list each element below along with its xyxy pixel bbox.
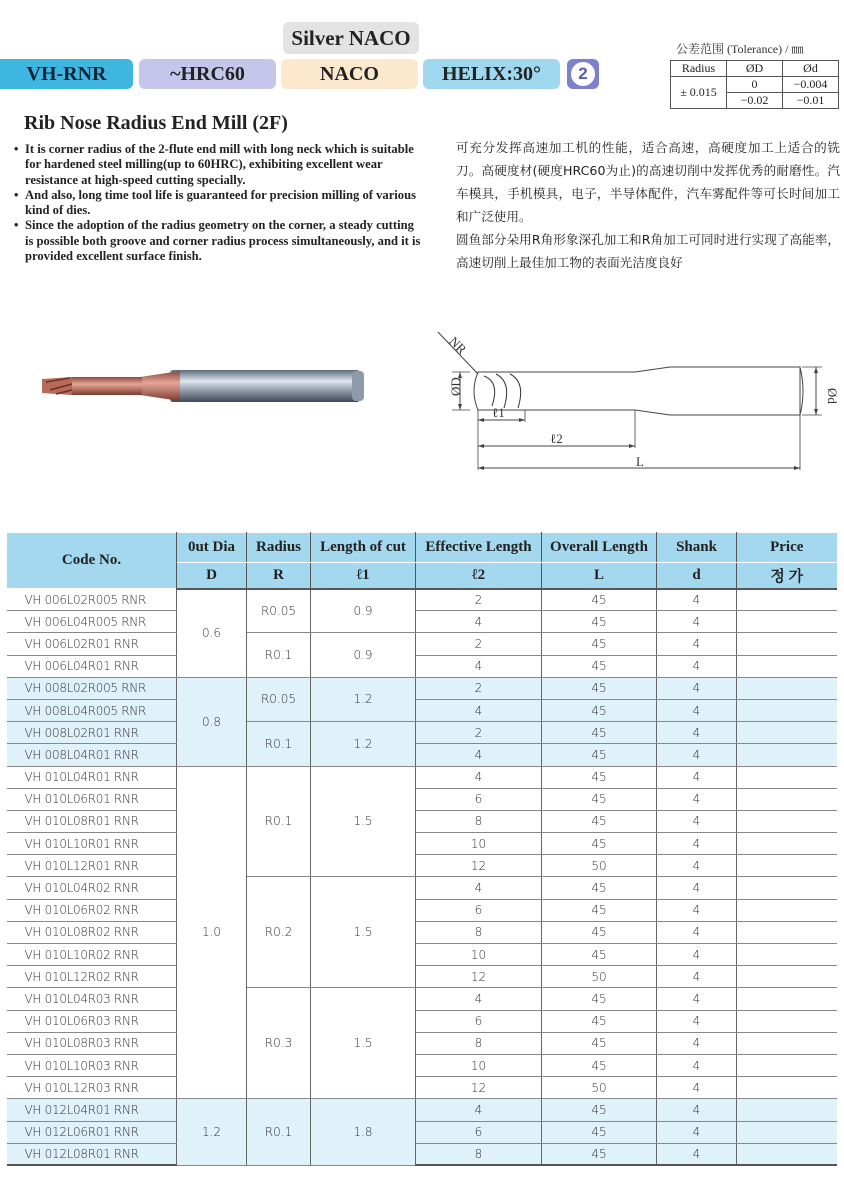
- radius-cell: R0.1: [247, 633, 311, 677]
- shank-cell: 4: [657, 1054, 737, 1076]
- table-row: [7, 855, 837, 877]
- code-cell: VH 010L10R03 RNR: [7, 1054, 177, 1076]
- overall-length-cell: 45: [542, 1010, 657, 1032]
- effective-length-cell: 2: [416, 677, 542, 699]
- overall-length-cell: 45: [542, 921, 657, 943]
- overall-length-cell: 45: [542, 744, 657, 766]
- table-row: [7, 655, 837, 677]
- sub-header-r: R: [247, 563, 311, 589]
- code-cell: VH 010L12R01 RNR: [7, 855, 177, 877]
- price-cell: [737, 1099, 837, 1121]
- cut-length-cell: 1.5: [311, 766, 416, 877]
- cut-length-cell: 1.2: [311, 722, 416, 766]
- tolerance-table: [670, 60, 839, 109]
- code-cell: VH 010L04R02 RNR: [7, 877, 177, 899]
- table-row: [7, 966, 837, 988]
- overall-length-cell: 45: [542, 1121, 657, 1143]
- tolerance-header: Radius: [671, 61, 727, 77]
- overall-length-cell: 45: [542, 766, 657, 788]
- overall-length-cell: 45: [542, 1032, 657, 1054]
- overall-length-cell: 45: [542, 877, 657, 899]
- effective-length-cell: 2: [416, 722, 542, 744]
- price-cell: [737, 633, 837, 655]
- price-cell: [737, 744, 837, 766]
- dia-cell: 0.6: [177, 589, 247, 678]
- col-header-shank: Shank: [657, 533, 737, 563]
- code-cell: VH 010L12R03 RNR: [7, 1077, 177, 1099]
- naco-badge: NACO: [281, 59, 418, 89]
- price-cell: [737, 788, 837, 810]
- effective-length-cell: 4: [416, 1099, 542, 1121]
- overall-length-cell: 50: [542, 966, 657, 988]
- dia-cell: 0.8: [177, 677, 247, 766]
- effective-length-cell: 6: [416, 899, 542, 921]
- tolerance-shank-lower: −0.01: [783, 93, 839, 109]
- table-row: [7, 1143, 837, 1165]
- overall-length-cell: 45: [542, 677, 657, 699]
- table-row: [7, 699, 837, 721]
- effective-length-cell: 4: [416, 988, 542, 1010]
- table-row: [7, 899, 837, 921]
- price-cell: [737, 655, 837, 677]
- effective-length-cell: 10: [416, 944, 542, 966]
- tolerance-radius: ± 0.015: [671, 77, 727, 109]
- price-cell: [737, 1010, 837, 1032]
- effective-length-cell: 4: [416, 744, 542, 766]
- code-cell: VH 012L06R01 RNR: [7, 1121, 177, 1143]
- overall-length-cell: 45: [542, 633, 657, 655]
- flute-count-badge: [567, 59, 599, 89]
- shank-cell: 4: [657, 921, 737, 943]
- shank-cell: 4: [657, 589, 737, 611]
- table-row: [7, 677, 837, 699]
- tolerance-d-upper: 0: [727, 77, 783, 93]
- price-cell: [737, 877, 837, 899]
- effective-length-cell: 12: [416, 855, 542, 877]
- table-row: [7, 1077, 837, 1099]
- shank-cell: 4: [657, 810, 737, 832]
- code-cell: VH 010L10R02 RNR: [7, 944, 177, 966]
- overall-length-cell: 45: [542, 944, 657, 966]
- sub-header-l2: ℓ2: [416, 563, 542, 589]
- overall-length-cell: 45: [542, 589, 657, 611]
- table-row: [7, 766, 837, 788]
- dia-cell: 1.2: [177, 1099, 247, 1166]
- d-outer-label: ØD: [448, 377, 463, 396]
- overall-length-cell: 45: [542, 899, 657, 921]
- table-row: [7, 722, 837, 744]
- code-cell: VH 012L08R01 RNR: [7, 1143, 177, 1165]
- overall-length-cell: 45: [542, 655, 657, 677]
- shank-cell: 4: [657, 722, 737, 744]
- effective-length-cell: 8: [416, 1032, 542, 1054]
- shank-cell: 4: [657, 899, 737, 921]
- shank-cell: 4: [657, 855, 737, 877]
- effective-length-cell: 4: [416, 877, 542, 899]
- l2-label: ℓ2: [550, 431, 563, 446]
- table-row: [7, 1099, 837, 1121]
- code-cell: VH 010L04R01 RNR: [7, 766, 177, 788]
- shank-cell: 4: [657, 1143, 737, 1165]
- price-cell: [737, 699, 837, 721]
- cut-length-cell: 0.9: [311, 589, 416, 633]
- feature-list: [14, 142, 424, 264]
- table-row: [7, 1054, 837, 1076]
- table-row: [7, 611, 837, 633]
- price-cell: [737, 899, 837, 921]
- tolerance-header: ØD: [727, 61, 783, 77]
- effective-length-cell: 10: [416, 833, 542, 855]
- shank-cell: 4: [657, 877, 737, 899]
- hardness-badge: ~HRC60: [139, 59, 276, 89]
- overall-length-cell: 45: [542, 788, 657, 810]
- shank-cell: 4: [657, 1099, 737, 1121]
- sub-header-l1: ℓ1: [311, 563, 416, 589]
- effective-length-cell: 8: [416, 810, 542, 832]
- nr-label: NR: [446, 333, 470, 357]
- table-row: [7, 988, 837, 1010]
- table-row: [7, 921, 837, 943]
- shank-cell: 4: [657, 833, 737, 855]
- overall-length-cell: 45: [542, 810, 657, 832]
- code-cell: VH 010L08R02 RNR: [7, 921, 177, 943]
- overall-length-cell: 45: [542, 699, 657, 721]
- price-cell: [737, 944, 837, 966]
- price-cell: [737, 1143, 837, 1165]
- table-row: [7, 744, 837, 766]
- code-cell: VH 008L04R01 RNR: [7, 744, 177, 766]
- shank-cell: 4: [657, 655, 737, 677]
- tolerance-title: 公差范围 (Tolerance) / ㎜: [676, 42, 804, 56]
- effective-length-cell: 6: [416, 1121, 542, 1143]
- table-row: [7, 589, 837, 611]
- shank-cell: 4: [657, 677, 737, 699]
- effective-length-cell: 6: [416, 1010, 542, 1032]
- code-cell: VH 006L02R005 RNR: [7, 589, 177, 611]
- shank-cell: 4: [657, 766, 737, 788]
- effective-length-cell: 4: [416, 655, 542, 677]
- sub-header-l: L: [542, 563, 657, 589]
- feature-item: • And also, long time tool life is guaranteed for precision milling of various kind of dies.: [14, 188, 424, 219]
- col-header-dia: 0ut Dia: [177, 533, 247, 563]
- d-shank-label: Ød: [825, 388, 840, 404]
- effective-length-cell: 12: [416, 1077, 542, 1099]
- price-cell: [737, 966, 837, 988]
- shank-cell: 4: [657, 944, 737, 966]
- radius-cell: R0.3: [247, 988, 311, 1099]
- radius-cell: R0.1: [247, 1099, 311, 1166]
- price-cell: [737, 988, 837, 1010]
- code-cell: VH 006L04R005 RNR: [7, 611, 177, 633]
- shank-cell: 4: [657, 966, 737, 988]
- overall-length-cell: 45: [542, 833, 657, 855]
- product-title: Rib Nose Radius End Mill (2F): [24, 112, 288, 134]
- price-cell: [737, 677, 837, 699]
- table-row: [7, 1010, 837, 1032]
- table-row: [7, 833, 837, 855]
- code-cell: VH 006L02R01 RNR: [7, 633, 177, 655]
- table-row: [7, 810, 837, 832]
- table-row: [7, 944, 837, 966]
- effective-length-cell: 6: [416, 788, 542, 810]
- code-cell: VH 010L08R03 RNR: [7, 1032, 177, 1054]
- radius-cell: R0.05: [247, 677, 311, 721]
- code-cell: VH 010L06R03 RNR: [7, 1010, 177, 1032]
- table-row: [7, 1121, 837, 1143]
- col-header-radius: Radius: [247, 533, 311, 563]
- tolerance-shank-upper: −0.004: [783, 77, 839, 93]
- col-header-overall: Overall Length: [542, 533, 657, 563]
- overall-length-label: L: [636, 454, 644, 469]
- sub-header-shank: d: [657, 563, 737, 589]
- series-badge: VH-RNR: [0, 59, 133, 89]
- shank-cell: 4: [657, 988, 737, 1010]
- overall-length-cell: 45: [542, 611, 657, 633]
- feature-item: • It is corner radius of the 2-flute end mill with long neck which is suitable for hardened steel milling(up to 60HRC), exhibiting excellent wear resistance at high-speed cutting specially.: [14, 142, 424, 188]
- col-header-effective: Effective Length: [416, 533, 542, 563]
- overall-length-cell: 45: [542, 988, 657, 1010]
- coating-badge: Silver NACO: [283, 22, 419, 54]
- price-cell: [737, 921, 837, 943]
- effective-length-cell: 4: [416, 611, 542, 633]
- shank-cell: 4: [657, 788, 737, 810]
- code-cell: VH 010L06R01 RNR: [7, 788, 177, 810]
- cut-length-cell: 0.9: [311, 633, 416, 677]
- code-cell: VH 006L04R01 RNR: [7, 655, 177, 677]
- effective-length-cell: 2: [416, 633, 542, 655]
- price-cell: [737, 1054, 837, 1076]
- price-cell: [737, 589, 837, 611]
- dimension-drawing: [430, 320, 840, 480]
- shank-cell: 4: [657, 611, 737, 633]
- cut-length-cell: 1.5: [311, 877, 416, 988]
- price-cell: [737, 810, 837, 832]
- shank-cell: 4: [657, 699, 737, 721]
- spec-table: [6, 532, 837, 1166]
- code-cell: VH 010L06R02 RNR: [7, 899, 177, 921]
- price-cell: [737, 766, 837, 788]
- radius-cell: R0.1: [247, 722, 311, 766]
- price-cell: [737, 833, 837, 855]
- code-cell: VH 012L04R01 RNR: [7, 1099, 177, 1121]
- effective-length-cell: 2: [416, 589, 542, 611]
- chinese-description: [456, 136, 840, 274]
- price-cell: [737, 722, 837, 744]
- overall-length-cell: 45: [542, 722, 657, 744]
- cut-length-cell: 1.2: [311, 677, 416, 721]
- effective-length-cell: 8: [416, 1143, 542, 1165]
- code-cell: VH 008L02R005 RNR: [7, 677, 177, 699]
- effective-length-cell: 4: [416, 766, 542, 788]
- overall-length-cell: 50: [542, 855, 657, 877]
- tolerance-d-lower: −0.02: [727, 93, 783, 109]
- helix-badge: HELIX:30°: [423, 59, 560, 89]
- overall-length-cell: 45: [542, 1143, 657, 1165]
- shank-cell: 4: [657, 744, 737, 766]
- flute-count: 2: [571, 62, 595, 86]
- cut-length-cell: 1.5: [311, 988, 416, 1099]
- col-header-cut: Length of cut: [311, 533, 416, 563]
- effective-length-cell: 12: [416, 966, 542, 988]
- effective-length-cell: 4: [416, 699, 542, 721]
- table-row: [7, 788, 837, 810]
- code-cell: VH 008L02R01 RNR: [7, 722, 177, 744]
- shank-cell: 4: [657, 633, 737, 655]
- shank-cell: 4: [657, 1121, 737, 1143]
- l1-label: ℓ1: [492, 405, 505, 420]
- overall-length-cell: 45: [542, 1054, 657, 1076]
- end-mill-photo: [40, 366, 370, 406]
- dia-cell: 1.0: [177, 766, 247, 1099]
- overall-length-cell: 50: [542, 1077, 657, 1099]
- price-cell: [737, 611, 837, 633]
- radius-cell: R0.05: [247, 589, 311, 633]
- effective-length-cell: 8: [416, 921, 542, 943]
- tolerance-header: Ød: [783, 61, 839, 77]
- price-cell: [737, 855, 837, 877]
- sub-header-d: D: [177, 563, 247, 589]
- code-cell: VH 010L04R03 RNR: [7, 988, 177, 1010]
- table-row: [7, 1032, 837, 1054]
- overall-length-cell: 45: [542, 1099, 657, 1121]
- col-header-code: Code No.: [7, 533, 177, 589]
- shank-cell: 4: [657, 1010, 737, 1032]
- feature-item: • Since the adoption of the radius geometry on the corner, a steady cutting is possible both groove and corner radius process simultaneously, and it is provided excellent surface finish.: [14, 218, 424, 264]
- sub-header-price: 정 가: [737, 563, 837, 589]
- price-cell: [737, 1121, 837, 1143]
- chinese-paragraph: 圆鱼部分朵用R角形象深孔加工和R角加工可同时进行实现了高能率，高速切削上最佳加工物的表面光洁度良好: [456, 232, 840, 270]
- shank-cell: 4: [657, 1032, 737, 1054]
- radius-cell: R0.1: [247, 766, 311, 877]
- code-cell: VH 008L04R005 RNR: [7, 699, 177, 721]
- col-header-price: Price: [737, 533, 837, 563]
- table-row: [7, 877, 837, 899]
- code-cell: VH 010L10R01 RNR: [7, 833, 177, 855]
- spec-table-body: [7, 589, 837, 1166]
- radius-cell: R0.2: [247, 877, 311, 988]
- effective-length-cell: 10: [416, 1054, 542, 1076]
- shank-cell: 4: [657, 1077, 737, 1099]
- price-cell: [737, 1032, 837, 1054]
- code-cell: VH 010L08R01 RNR: [7, 810, 177, 832]
- table-row: [7, 633, 837, 655]
- code-cell: VH 010L12R02 RNR: [7, 966, 177, 988]
- cut-length-cell: 1.8: [311, 1099, 416, 1166]
- chinese-paragraph: 可充分发挥高速加工机的性能，适合高速，高硬度加工上适合的铣刀。高硬度材(硬度HRC60为止)的高速切削中发挥优秀的耐磨性。汽车模具，手机模具，电子，半导体配件，汽车雾配件等可长时间加工和广泛使用。: [456, 140, 840, 224]
- price-cell: [737, 1077, 837, 1099]
